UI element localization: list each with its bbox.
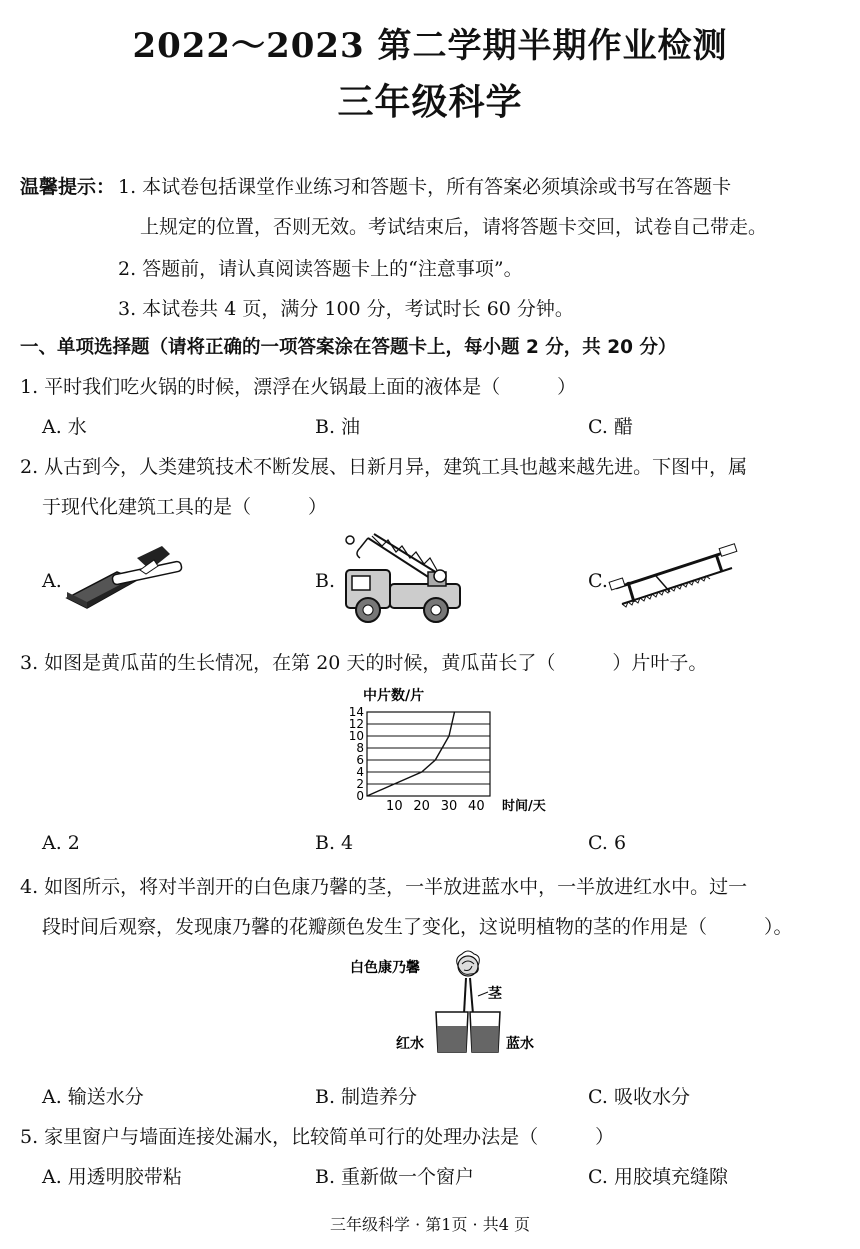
question-5-stem: 5. 家里窗户与墙面连接处漏水，比较简单可行的处理办法是（ ） <box>20 1126 615 1148</box>
notice-label: 温馨提示： <box>20 176 116 198</box>
chart-y-tick-label: 6 <box>356 753 364 767</box>
notice-item-2: 2. 答题前，请认真阅读答题卡上的“注意事项”。 <box>118 258 523 280</box>
page-subtitle: 三年级科学 <box>337 81 523 123</box>
question-5-option-b[interactable]: B. 重新做一个窗户 <box>315 1166 475 1188</box>
carnation-experiment-figure <box>350 950 550 1065</box>
question-3-option-a[interactable]: A. 2 <box>42 832 80 854</box>
crane-truck-icon <box>338 530 468 625</box>
section-heading: 一、单项选择题（请将正确的一项答案涂在答题卡上，每小题 2 分，共 20 分） <box>20 337 677 358</box>
question-3-option-b[interactable]: B. 4 <box>315 832 354 854</box>
chart-x-tick-label: 40 <box>468 799 485 814</box>
chart-y-tick-label: 12 <box>348 717 364 731</box>
question-1-option-c[interactable]: C. 醋 <box>588 416 633 438</box>
chart-x-label: 时间/天 <box>502 799 546 814</box>
question-3-stem: 3. 如图是黄瓜苗的生长情况，在第 20 天的时候，黄瓜苗长了（ ）片叶子。 <box>20 652 708 674</box>
chart-y-tick-label: 14 <box>348 705 364 719</box>
question-2-option-b[interactable]: B. <box>315 570 336 592</box>
question-1-option-a[interactable]: A. 水 <box>42 416 87 438</box>
question-2-option-c[interactable]: C. <box>588 570 608 592</box>
chart-x-tick-label: 30 <box>440 799 458 814</box>
question-4-option-c[interactable]: C. 吸收水分 <box>588 1086 690 1108</box>
chart-series-line <box>367 712 455 796</box>
chart-y-tick-label: 4 <box>356 765 364 779</box>
question-4-option-a[interactable]: A. 输送水分 <box>42 1086 144 1108</box>
chart-y-label: 中片数/片 <box>363 688 425 704</box>
page-footer: 三年级科学 · 第1页 · 共4 页 <box>330 1215 530 1234</box>
chart-y-tick-label: 2 <box>356 777 364 791</box>
chart-grid <box>367 712 490 796</box>
page-title: 2022～2023 第二学期半期作业检测 <box>132 26 728 66</box>
figure-label-blue-water: 蓝水 <box>506 1036 534 1052</box>
frame-saw-icon <box>608 540 743 615</box>
question-5-option-a[interactable]: A. 用透明胶带粘 <box>42 1166 182 1188</box>
chart-y-tick-label: 10 <box>348 729 364 743</box>
question-2-stem-line1: 2. 从古到今，人类建筑技术不断发展、日新月异，建筑工具也越来越先进。下图中，属 <box>20 456 748 478</box>
chart-y-tick-label: 8 <box>356 741 364 755</box>
question-5-option-c[interactable]: C. 用胶填充缝隙 <box>588 1166 728 1188</box>
notice-item-1-line1: 1. 本试卷包括课堂作业练习和答题卡，所有答案必须填涂或书写在答题卡 <box>118 176 732 198</box>
chart-x-tick-label: 10 <box>386 799 403 814</box>
chart-x-tick-label: 20 <box>413 799 430 814</box>
wood-plane-icon <box>62 540 197 610</box>
question-4-option-b[interactable]: B. 制造养分 <box>315 1086 418 1108</box>
question-1-stem: 1. 平时我们吃火锅的时候，漂浮在火锅最上面的液体是（ ） <box>20 376 577 398</box>
chart-y-ticks <box>349 705 364 803</box>
figure-label-red-water: 红水 <box>396 1036 424 1052</box>
notice-item-3: 3. 本试卷共 4 页，满分 100 分，考试时长 60 分钟。 <box>118 298 574 320</box>
chart-x-ticks <box>386 799 485 814</box>
figure-label-stem: 茎 <box>488 986 502 1002</box>
question-1-option-b[interactable]: B. 油 <box>315 416 361 438</box>
notice-item-1-line2: 上规定的位置，否则无效。考试结束后，请将答题卡交回，试卷自己带走。 <box>140 216 768 238</box>
question-2-stem-line2: 于现代化建筑工具的是（ ） <box>42 496 328 518</box>
question-3-option-c[interactable]: C. 6 <box>588 832 627 854</box>
question-4-stem-line2: 段时间后观察，发现康乃馨的花瓣颜色发生了变化，这说明植物的茎的作用是（ ）。 <box>42 916 793 938</box>
chart-frame <box>367 712 490 796</box>
figure-label-flower: 白色康乃馨 <box>350 960 420 976</box>
chart-y-tick-label: 0 <box>356 789 364 803</box>
question-2-option-a[interactable]: A. <box>42 570 62 592</box>
question-4-stem-line1: 4. 如图所示，将对半剖开的白色康乃馨的茎，一半放进蓝水中，一半放进红水中。过一 <box>20 876 748 898</box>
leaf-growth-chart <box>345 684 560 820</box>
